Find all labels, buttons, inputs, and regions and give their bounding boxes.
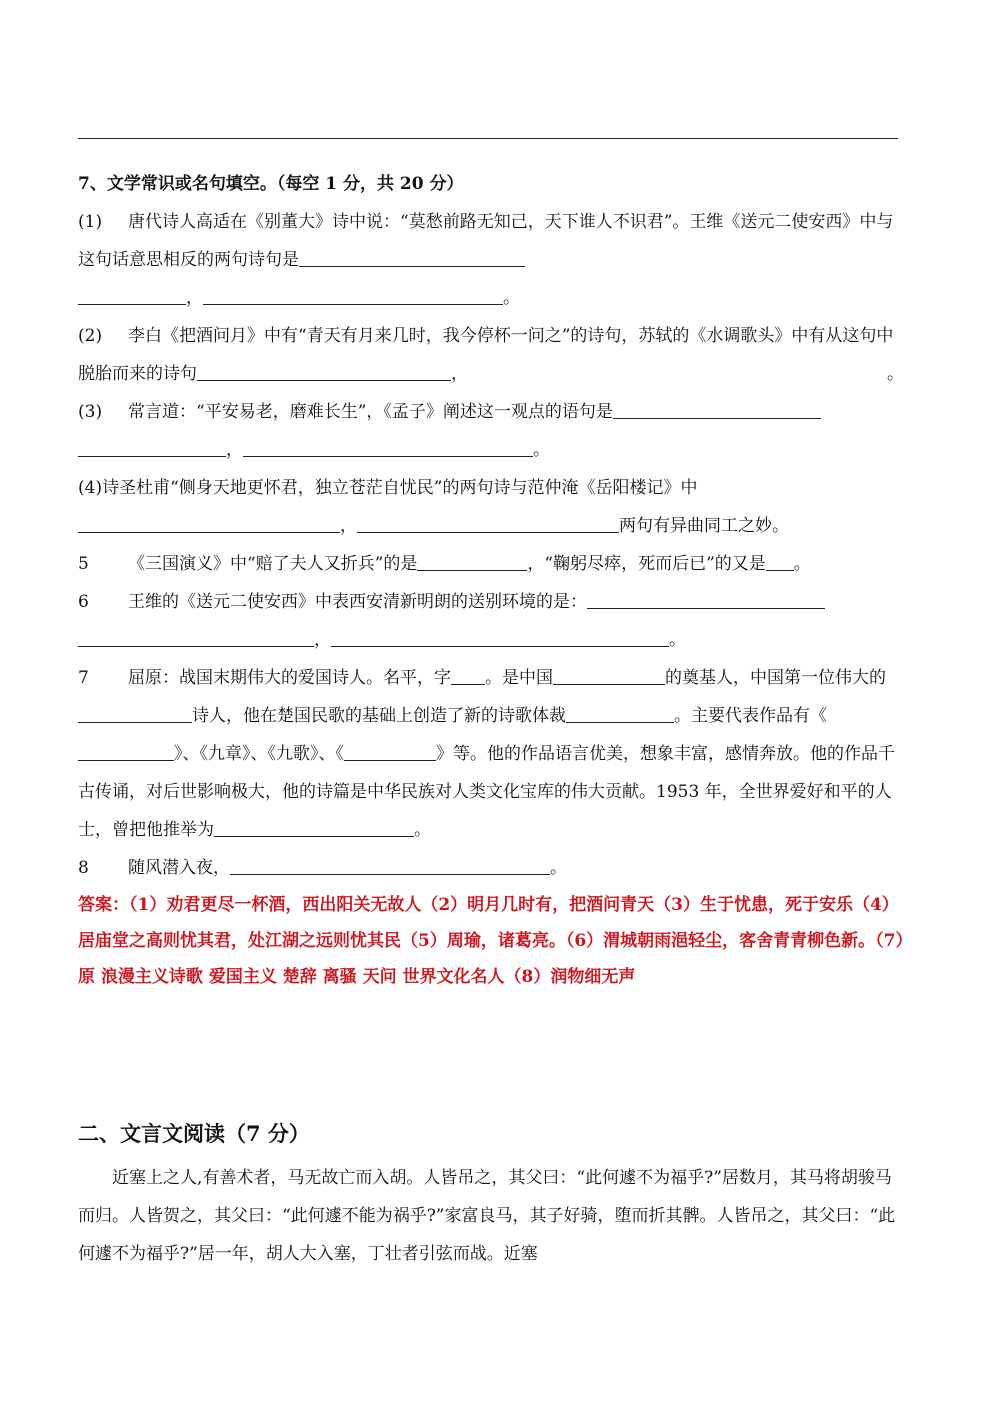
section-2: [78, 1115, 904, 1273]
item-8: 8 随风潜入夜， 。: [78, 849, 904, 887]
blank[interactable]: [357, 512, 619, 533]
question-7-heading: 7、文学常识或名句填空。（每空 1 分，共 20 分）: [78, 174, 464, 194]
blank[interactable]: [299, 246, 525, 267]
blank[interactable]: [230, 854, 550, 875]
blank[interactable]: [344, 740, 436, 761]
classical-passage: 近塞上之人,有善术者，马无故亡而入胡。人皆吊之，其父曰：“此何遽不为福乎?”居数月，其马将胡骏马而归。人皆贺之，其父曰：“此何遽不能为祸乎?”家富良马，其子好骑，堕而折其髀。人皆吊之，其父曰：“此何遽不为福乎?”居一年，胡人大入塞，丁壮者引弦而战。近塞: [78, 1168, 896, 1264]
blank[interactable]: [243, 436, 533, 457]
blank[interactable]: [78, 512, 340, 533]
blank[interactable]: [613, 398, 821, 419]
blank[interactable]: [197, 360, 451, 381]
blank[interactable]: [214, 816, 414, 837]
item-3: (3) 常言道：“平安易老，磨难长生”，《孟子》阐述这一观点的语句是 ， 。: [78, 393, 904, 469]
blank[interactable]: [203, 284, 503, 305]
blank[interactable]: [553, 664, 665, 685]
answer-text: 答案：（1）劝君更尽一杯酒，西出阳关无故人（2）明月几时有，把酒问青天（3）生于忧患，死于安乐（4）居庙堂之高则忧其君，处江湖之远则忧其民（5）周瑜，诸葛亮。（6）渭城朝雨浥轻尘，客舍青青柳色新。（7）原 浪漫主义诗歌 爱国主义 楚辞 离骚 天问 世界文化名人（8）润物细无声: [78, 895, 904, 987]
blank[interactable]: [78, 626, 314, 647]
blank[interactable]: [566, 702, 674, 723]
item-2: (2) 李白《把酒问月》中有“青天有月来几时，我今停杯一问之”的诗句，苏轼的《水调歌头》中有从这句中脱胎而来的诗句 ， 。: [78, 326, 904, 384]
blank[interactable]: [417, 550, 527, 571]
question-7: [78, 165, 904, 995]
blank[interactable]: [78, 436, 226, 457]
blank[interactable]: [766, 550, 794, 571]
blank[interactable]: [78, 284, 186, 305]
item-5: 5 《三国演义》中“赔了夫人又折兵”的是 ，“鞠躬尽瘁，死而后已”的又是 。: [78, 545, 904, 583]
blank[interactable]: [587, 588, 825, 609]
blank[interactable]: [78, 702, 192, 723]
blank[interactable]: [331, 626, 669, 647]
item-1: (1) 唐代诗人高适在《别董大》诗中说：“莫愁前路无知己，天下谁人不识君”。王维《送元二使安西》中与这句话意思相反的两句诗句是 ， 。: [78, 212, 894, 308]
header-rule: [78, 138, 898, 139]
item-6: 6 王维的《送元二使安西》中表西安清新明朗的送别环境的是： ， 。: [78, 583, 904, 659]
blank[interactable]: [451, 664, 485, 685]
item-7: 7 屈原：战国末期伟大的爱国诗人。名平，字 。是中国 的奠基人，中国第一位伟大的诗人，他在楚国民歌的基础上创造了新的诗歌体裁 。主要代表作品有《》、《九章》、《九歌》、《 》等。他的作品语言优美，想象丰富，感情奔放。他的作品千古传诵，对后世影响极大，他的诗篇是中华民族对人类文化宝库的伟大贡献。1953 年，全世界爱好和平的人士，曾把他推举为 。: [78, 659, 904, 849]
item-4: (4)诗圣杜甫“侧身天地更怀君，独立苍茫自忧民”的两句诗与范仲淹《岳阳楼记》中， 两句有异曲同工之妙。: [78, 478, 789, 536]
blank[interactable]: [78, 740, 174, 761]
section-2-title: 二、文言文阅读（7 分）: [78, 1121, 310, 1146]
